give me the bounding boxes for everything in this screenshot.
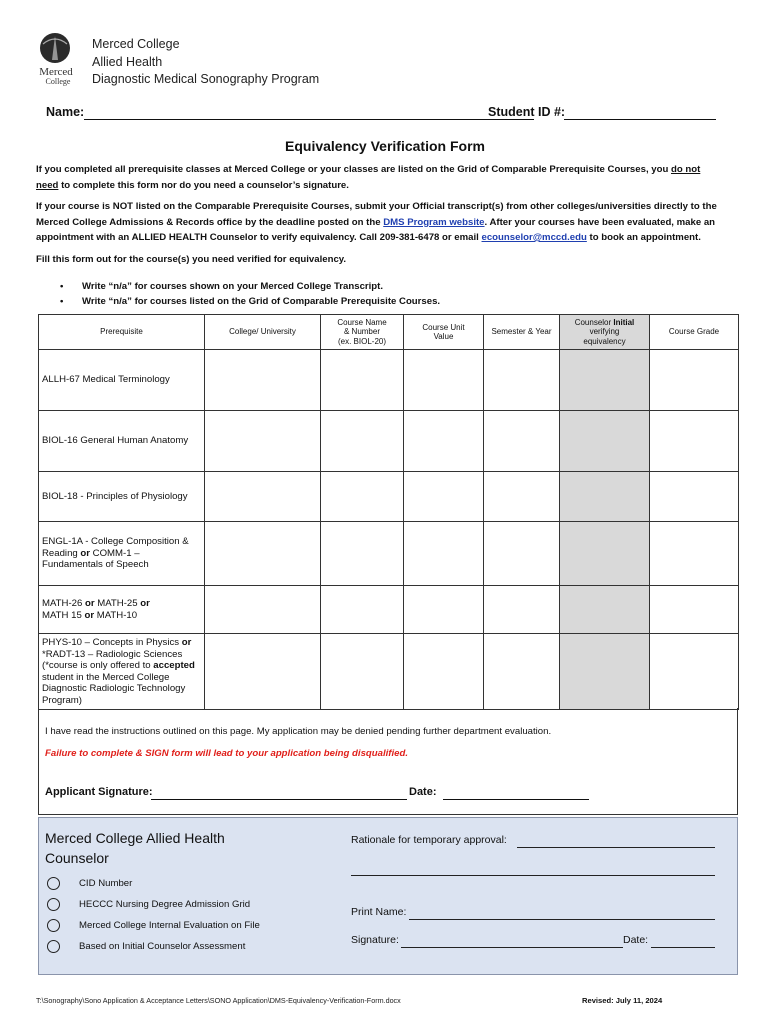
input-cell[interactable] [484, 472, 560, 522]
input-cell[interactable] [650, 411, 739, 472]
letterhead [28, 28, 728, 90]
header-course-name: Course Name & Number (ex. BIOL-20) [321, 315, 404, 350]
counselor-cell[interactable] [560, 472, 650, 522]
input-cell[interactable] [484, 522, 560, 586]
intro-paragraph: If you completed all prerequisite classes at Merced College or your classes are listed on the Grid of Comparable Prerequisite Courses, you do not need to complete this form nor do you need a counselor’s signature. [36, 164, 701, 191]
rationale-field-line2[interactable] [351, 875, 715, 876]
input-cell[interactable] [321, 411, 404, 472]
input-cell[interactable] [321, 350, 404, 411]
ecounselor-email-link[interactable]: ecounselor@mccd.edu [481, 232, 587, 243]
print-name-field[interactable] [409, 919, 715, 920]
input-cell[interactable] [321, 522, 404, 586]
input-cell[interactable] [404, 350, 484, 411]
table-row [39, 350, 739, 411]
student-id-label: Student ID #: [488, 105, 566, 119]
radio-circle-icon[interactable] [47, 940, 60, 953]
student-id-field[interactable] [564, 119, 716, 120]
form-title: Equivalency Verification Form [285, 138, 485, 154]
disqualification-warning: Failure to complete & SIGN form will lead to your application being disqualified. [45, 748, 409, 759]
header-semester: Semester & Year [484, 315, 560, 350]
program-name: Diagnostic Medical Sonography Program [92, 72, 320, 86]
acknowledgement-box [38, 708, 738, 815]
header-counselor-initial: Counselor Initial verifying equivalency [560, 315, 650, 350]
applicant-signature-field[interactable] [151, 799, 407, 800]
dms-program-website-link[interactable]: DMS Program website [383, 216, 485, 228]
applicant-signature-label: Applicant Signature: [45, 786, 153, 798]
table-header-row [39, 315, 739, 350]
revision-date: Revised: July 11, 2024 [582, 996, 663, 1005]
input-cell[interactable] [650, 634, 739, 710]
prereq-cell: BIOL-18 - Principles of Physiology [39, 472, 205, 522]
table-row [39, 522, 739, 586]
applicant-date-field[interactable] [443, 799, 589, 800]
counselor-panel-title: Merced College Allied Health Counselor [45, 830, 225, 866]
print-name-label: Print Name: [351, 906, 407, 918]
radio-circle-icon[interactable] [47, 898, 60, 911]
bullet-list [56, 279, 440, 309]
name-label: Name: [46, 105, 85, 119]
input-cell[interactable] [650, 522, 739, 586]
input-cell[interactable] [650, 586, 739, 634]
input-cell[interactable] [205, 472, 321, 522]
header-college: College/ University [205, 315, 321, 350]
bullet-item: • Write “n/a” for courses listed on the Grid of Comparable Prerequisite Courses. [56, 294, 440, 309]
input-cell[interactable] [404, 411, 484, 472]
header-course-unit: Course Unit Value [404, 315, 484, 350]
input-cell[interactable] [205, 634, 321, 710]
input-cell[interactable] [321, 586, 404, 634]
counselor-cell[interactable] [560, 350, 650, 411]
department: Allied Health [92, 54, 163, 69]
input-cell[interactable] [205, 350, 321, 411]
rationale-field[interactable] [517, 847, 715, 848]
header-course-grade: Course Grade [650, 315, 739, 350]
table-row [39, 411, 739, 472]
org-name: Merced College [92, 37, 180, 51]
prerequisite-table [38, 314, 739, 710]
input-cell[interactable] [404, 522, 484, 586]
instructions-paragraph: If your course is NOT listed on the Comparable Prerequisite Courses, submit your Official transcript(s) from other colleges/universities directly to the Merced College Admissions & Records office by the deadline posted on the DMS Program website. After your courses have been evaluated, make an appointment with an ALLIED HEALTH Counselor to verify equivalency. Call 209-381-6478 or email ecounselor@mccd.edu to book an appointment. [36, 201, 717, 243]
prereq-cell: MATH-26 or MATH-25 or MATH 15 or MATH-10 [39, 586, 205, 634]
applicant-date-label: Date: [409, 786, 437, 798]
header-prerequisite: Prerequisite [39, 315, 205, 350]
name-field[interactable] [84, 119, 534, 120]
svg-text:Merced: Merced [39, 66, 73, 78]
input-cell[interactable] [205, 586, 321, 634]
prereq-cell: BIOL-16 General Human Anatomy [39, 411, 205, 472]
table-row [39, 634, 739, 710]
prereq-cell: ENGL-1A - College Composition & Reading or COMM-1 – Fundamentals of Speech [39, 522, 205, 586]
do-not-text: do not [671, 164, 701, 175]
merced-college-logo [28, 30, 84, 86]
bullet-item: • Write “n/a” for courses shown on your Merced College Transcript. [56, 279, 440, 294]
input-cell[interactable] [404, 472, 484, 522]
input-cell[interactable] [484, 634, 560, 710]
input-cell[interactable] [484, 586, 560, 634]
input-cell[interactable] [321, 634, 404, 710]
counselor-cell[interactable] [560, 634, 650, 710]
table-row [39, 472, 739, 522]
prereq-cell: ALLH-67 Medical Terminology [39, 350, 205, 411]
file-path: T:\Sonography\Sono Application & Acceptance Letters\SONO Application\DMS-Equivalency-Verification-Form.docx [36, 996, 401, 1005]
radio-circle-icon[interactable] [47, 877, 60, 890]
counselor-signature-field[interactable] [401, 947, 623, 948]
counselor-date-label: Date: [623, 934, 649, 946]
prereq-cell: PHYS-10 – Concepts in Physics or *RADT-13 – Radiologic Sciences (*course is only offered to accepted student in the Merced College Diagnostic Radiologic Technology Program) [39, 634, 205, 710]
input-cell[interactable] [484, 350, 560, 411]
counselor-panel: Merced College Allied Health Counselor CID Number HECCC Nursing Degree Admission Grid Merced College Internal Evaluation on File Based on Initial Counselor Assessment Rationale for temporary approval: Print Name: Signature: Date: [38, 817, 738, 975]
input-cell[interactable] [205, 411, 321, 472]
fill-instruction: Fill this form out for the course(s) you need verified for equivalency. [36, 254, 347, 265]
input-cell[interactable] [404, 586, 484, 634]
counselor-date-field[interactable] [651, 947, 715, 948]
counselor-signature-label: Signature: [351, 934, 399, 946]
input-cell[interactable] [484, 411, 560, 472]
input-cell[interactable] [650, 472, 739, 522]
table-row [39, 586, 739, 634]
input-cell[interactable] [404, 634, 484, 710]
counselor-cell[interactable] [560, 522, 650, 586]
acknowledgement-text: I have read the instructions outlined on this page. My application may be denied pending further department evaluation. [45, 726, 552, 737]
input-cell[interactable] [205, 522, 321, 586]
counselor-cell[interactable] [560, 411, 650, 472]
rationale-label: Rationale for temporary approval: [351, 834, 507, 846]
counselor-cell[interactable] [560, 586, 650, 634]
input-cell[interactable] [321, 472, 404, 522]
radio-circle-icon[interactable] [47, 919, 60, 932]
input-cell[interactable] [650, 350, 739, 411]
svg-text:College: College [45, 77, 71, 86]
